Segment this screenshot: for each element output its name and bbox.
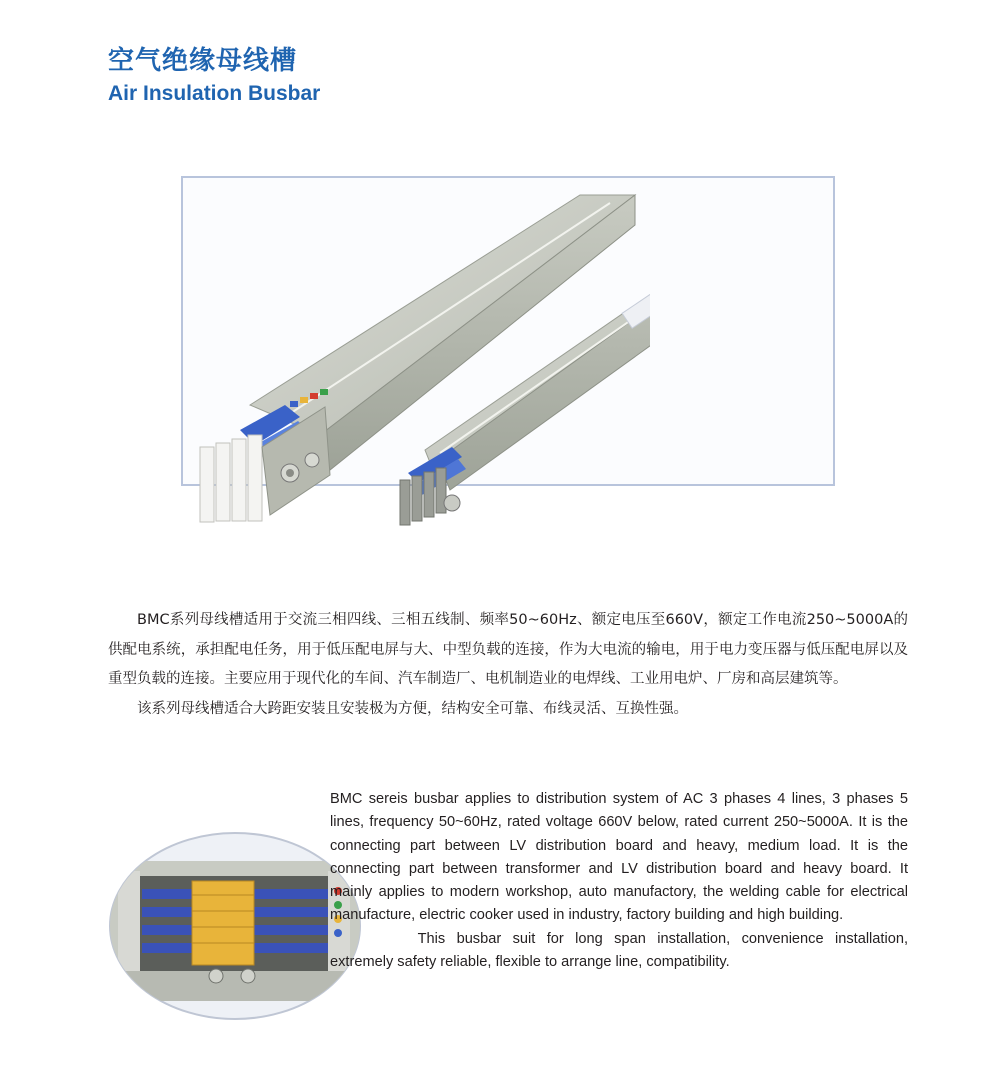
- page-title-zh: 空气绝缘母线槽: [108, 46, 298, 76]
- page-title-en: Air Insulation Busbar: [108, 82, 321, 105]
- yellow-insulator: [192, 881, 254, 965]
- description-zh-para2: 该系列母线槽适合大跨距安装且安装极为方便，结构安全可靠、布线灵活、互换性强。: [137, 700, 688, 717]
- description-zh-para1: BMC系列母线槽适用于交流三相四线、三相五线制、频率50~60Hz、额定电压至660V，额定工作电流250~5000A的供配电系统，承担配电任务，用于低压配电屏与大、中型负载的连接，作为大电流的输电，用于电力变压器与低压配电屏以及重型负载的连接。主要应用于现代化的车间、汽车制造厂、电机制造业的电焊线、工业用电炉、厂房和高层建筑等。: [108, 612, 908, 687]
- description-en: [330, 788, 908, 974]
- description-zh: [108, 606, 908, 724]
- busbar-cross-section-photo: [108, 831, 363, 1021]
- busbar-product-photo: [190, 185, 650, 535]
- description-en-para2: This busbar suit for long span installation, convenience installation, extremely safety reliable, flexible to arrange line, compatibility.: [330, 930, 908, 971]
- description-en-para1: BMC sereis busbar applies to distribution system of AC 3 phases 4 lines, 3 phases 5 lines, frequency 50~60Hz, rated voltage 660V below, rated current 250~5000A. It is the connecting part between LV distribution board and heavy, medium load. It is the connecting part between transformer and LV distribution board and heavy board. It mainly applies to modern workshop, auto manufactory, the welding cable for electrical manufacture, electric cooker used in industry, factory building and high building.: [330, 791, 908, 924]
